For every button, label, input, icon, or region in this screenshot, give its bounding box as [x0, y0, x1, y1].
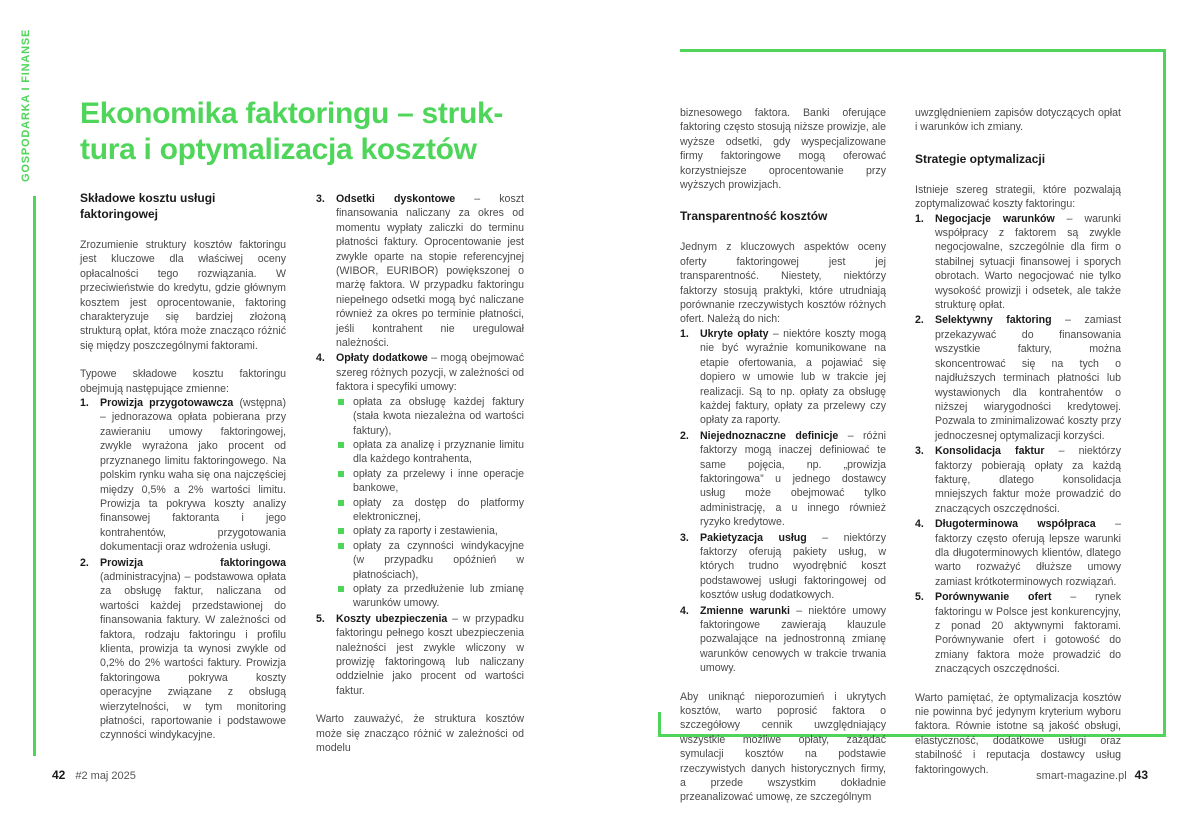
paragraph: Aby uniknąć nieporozumień i ukrytych kosztów, warto poprosić faktora o szczegółowy cennik uwzględniający wszystkie możliwe opłaty, zażądać symulacji kosztów na podstawie rzeczywistych danych historycznych firmy, a przede wszystkim dokładnie przeanalizować umowę, ze szczególnym — [680, 690, 886, 804]
page-number: 42 — [52, 768, 66, 782]
list-item: 3. Konsolidacja faktur – niektórzy faktorzy pobierają opłaty za każdą fakturę, dlatego konsolidacja mniejszych faktur może prowadzić do znaczących oszczędności. — [915, 445, 1121, 515]
paragraph: uwzględnieniem zapisów dotyczących opłat i warunków ich zmiany. — [915, 107, 1121, 134]
list-item: 1. Ukryte opłaty – niektóre koszty mogą nie być wyraźnie komunikowane na etapie ofertowania, a pojawiać się dopiero w umowie lub w trakcie jej realizacji. Są to np. opłaty za obsługę każdej faktury, opłaty za przelewy czy opłaty za raporty. — [680, 327, 886, 427]
paragraph: Istnieje szereg strategii, które pozwalają zoptymalizować koszty faktoringu: — [915, 183, 1121, 211]
column-2 — [316, 192, 524, 769]
frame-line-right — [1163, 49, 1166, 737]
section-label: GOSPODARKA I FINANSE — [20, 28, 32, 182]
bullet-item: opłaty za dostęp do platformy elektronicznej, — [336, 496, 524, 525]
list-item: 1. Prowizja przygotowawcza (wstępna) – jednorazowa opłata pobierana przy zawieraniu umowy faktoringowej, zwykle wyrażona jako procent od przyznanego limitu faktoringowego. Na polskim rynku waha się ona najczęściej między 0,5% a 2% wartości limitu. Prowizja ta pokrywa koszty analizy finansowej faktoranta i jego kontrahentów, przygotowania dokumentacji oraz wdrożenia usługi. — [80, 397, 286, 554]
list-item: 4. Długoterminowa współpraca – faktorzy często oferują lepsze warunki dla długoterminowych klientów, dlatego warto rozważyć dłuższe umowy zamiast krótkoterminowych rozwiązań. — [915, 518, 1121, 588]
fee-bullets — [336, 395, 524, 611]
cost-list — [80, 396, 286, 743]
strategy-list — [915, 212, 1121, 677]
side-accent-line — [33, 196, 36, 756]
frame-line-left — [658, 712, 661, 737]
paragraph: biznesowego faktora. Banki oferujące faktoring często stosują niższe prowizje, ale wyższe odsetki, gdy wyspecjalizowane firmy faktoringowe mogą oferować korzystniejsze oprocentowanie przy wyższych prowizjach. — [680, 107, 886, 192]
bullet-item: opłaty za czynności windykacyjne (w przypadku opóźnień w płatnościach), — [336, 539, 524, 582]
column-3 — [680, 106, 886, 819]
paragraph: Warto zauważyć, że struktura kosztów może się znacząco różnić w zależności od modelu — [316, 713, 524, 755]
bullet-item: opłata za obsługę każdej faktury (stała kwota niezależna od wartości faktury), — [336, 395, 524, 438]
transparency-list — [680, 327, 886, 676]
bullet-item: opłaty za przedłużenie lub zmianę warunków umowy. — [336, 582, 524, 611]
paragraph: Jednym z kluczowych aspektów oceny oferty faktoringowej jest jej transparentność. Niestety, niektórzy faktorzy stosują praktyki, które utrudniają porównanie rzeczywistych kosztów różnych ofert. Należą do nich: — [680, 241, 886, 326]
bullet-item: opłaty za przelewy i inne operacje bankowe, — [336, 467, 524, 496]
list-item: 2. Niejednoznaczne definicje – różni faktorzy mogą inaczej definiować te same pojęcia, np. „prowizja faktoringowa” u jednego dostawcy usług może obejmować tylko administrację, a u innego również ryzyko kredytowe. — [680, 429, 886, 529]
page-number: 43 — [1134, 768, 1148, 782]
article-title: Ekonomika faktoringu – struk-tura i optymalizacja kosztów — [80, 97, 504, 166]
cost-list — [316, 192, 524, 698]
footer-right — [1036, 768, 1148, 782]
paragraph: Typowe składowe kosztu faktoringu obejmują następujące zmienne: — [80, 368, 286, 395]
paragraph: Zrozumienie struktury kosztów faktoringu jest kluczowe dla właściwej oceny opłacalności tego rozwiązania. W przeciwieństwie do kredytu, gdzie głównym kosztem jest oprocentowanie, faktoring charakteryzuje się bardziej złożoną strukturą opłat, która może znacząco różnić się między poszczególnymi faktorami. — [80, 239, 286, 352]
issue-label: #2 maj 2025 — [75, 770, 136, 782]
list-item: 2. Prowizja faktoringowa (administracyjna) – podstawowa opłata za obsługę faktur, naliczana od wartości każdej przedstawionej do finansowania faktury. W zależności od faktora, rodzaju faktoringu i profilu klienta, prowizja ta wynosi zwykle od 0,2% do 2% wartości faktury. Prowizja faktoringowa pokrywa koszty operacyjne związane z obsługą wierzytelności, w tym monitoring płatności, raportowanie i podstawowe czynności windykacyjne. — [80, 556, 286, 742]
list-item: 3. Pakietyzacja usług – niektórzy faktorzy oferują pakiety usług, w których trudno wyodrębnić koszt podstawowej usługi faktoringowej od kosztów usług dodatkowych. — [680, 531, 886, 602]
list-item: 4. Opłaty dodatkowe – mogą obejmować szereg różnych pozycji, w zależności od faktora i specyfiki umowy: opłata za obsługę każdej faktury (stała kwota niezależna od wartości faktury), opłata za analizę i przyznanie limitu dla każdego kontrahenta, opłaty za przelewy i inne operacje bankowe, opłaty za dostęp do platformy elektronicznej, opłaty za raporty i zestawienia, opłaty za czynności windykacyjne (w przypadku opóźnień w płatnościach), opłaty za przedłużenie lub zmianę warunków umowy. — [316, 352, 524, 610]
list-item: 3. Odsetki dyskontowe – koszt finansowania naliczany za okres od momentu wypłaty zaliczki do terminu płatności faktury. Oprocentowanie jest zwykle oparte na stopie referencyjnej (WIBOR, EURIBOR) powiększonej o marżę faktora. W przypadku faktoringu niepełnego odsetki mogą być naliczane również za okres po terminie płatności, jeśli kontrahent nie uregulował należności. — [316, 193, 524, 350]
section-heading: Transparentność kosztów — [680, 209, 828, 224]
bullet-item: opłaty za raporty i zestawienia, — [336, 524, 524, 538]
section-heading: Składowe kosztu usługi faktoringowej — [80, 191, 216, 221]
footer-left — [52, 768, 136, 782]
list-item: 1. Negocjacje warunków – warunki współpracy z faktorem są zwykle negocjowalne, szczególnie dla firm o stabilnej sytuacji finansowej i sporych obrotach. Warto negocjować nie tylko wysokość prowizji i odsetek, ale także strukturę opłat. — [915, 212, 1121, 312]
list-item: 2. Selektywny faktoring – zamiast przekazywać do finansowania wszystkie faktury, można skoncentrować się na tych o najdłuższych terminach płatności lub wystawionych dla kontrahentów o niższej wiarygodności kredytowej. Pozwala to zminimalizować koszty przy jednoczesnej optymalizacji korzyści. — [915, 314, 1122, 442]
paragraph: Warto pamiętać, że optymalizacja kosztów nie powinna być jedynym kryterium wyboru faktora. Równie istotne są jakość obsługi, elastyczność, dodatkowe usługi oraz stabilność i reputacja dostawcy usług faktoringowych. — [915, 691, 1121, 776]
list-item: 5. Porównywanie ofert – rynek faktoringu w Polsce jest konkurencyjny, z ponad 20 aktywnymi faktorami. Porównywanie ofert i gotowość do zmiany faktora może prowadzić do znaczących oszczędności. — [915, 591, 1122, 676]
list-item: 5. Koszty ubezpieczenia – w przypadku faktoringu pełnego koszt ubezpieczenia należności jest zwykle wliczony w prowizję faktoringową lub naliczany oddzielnie jako procent od wartości faktur. — [316, 612, 524, 697]
bullet-item: opłata za analizę i przyznanie limitu dla każdego kontrahenta, — [336, 438, 524, 467]
column-4 — [915, 106, 1121, 791]
column-1 — [80, 190, 286, 757]
site-url: smart-magazine.pl — [1036, 770, 1127, 782]
frame-line-top — [680, 49, 1166, 52]
section-heading: Strategie optymalizacji — [915, 151, 1046, 166]
list-item: 4. Zmienne warunki – niektóre umowy faktoringowe zawierają klauzule pozwalające na jednostronną zmianę warunków cenowych w trakcie trwania umowy. — [680, 604, 886, 675]
